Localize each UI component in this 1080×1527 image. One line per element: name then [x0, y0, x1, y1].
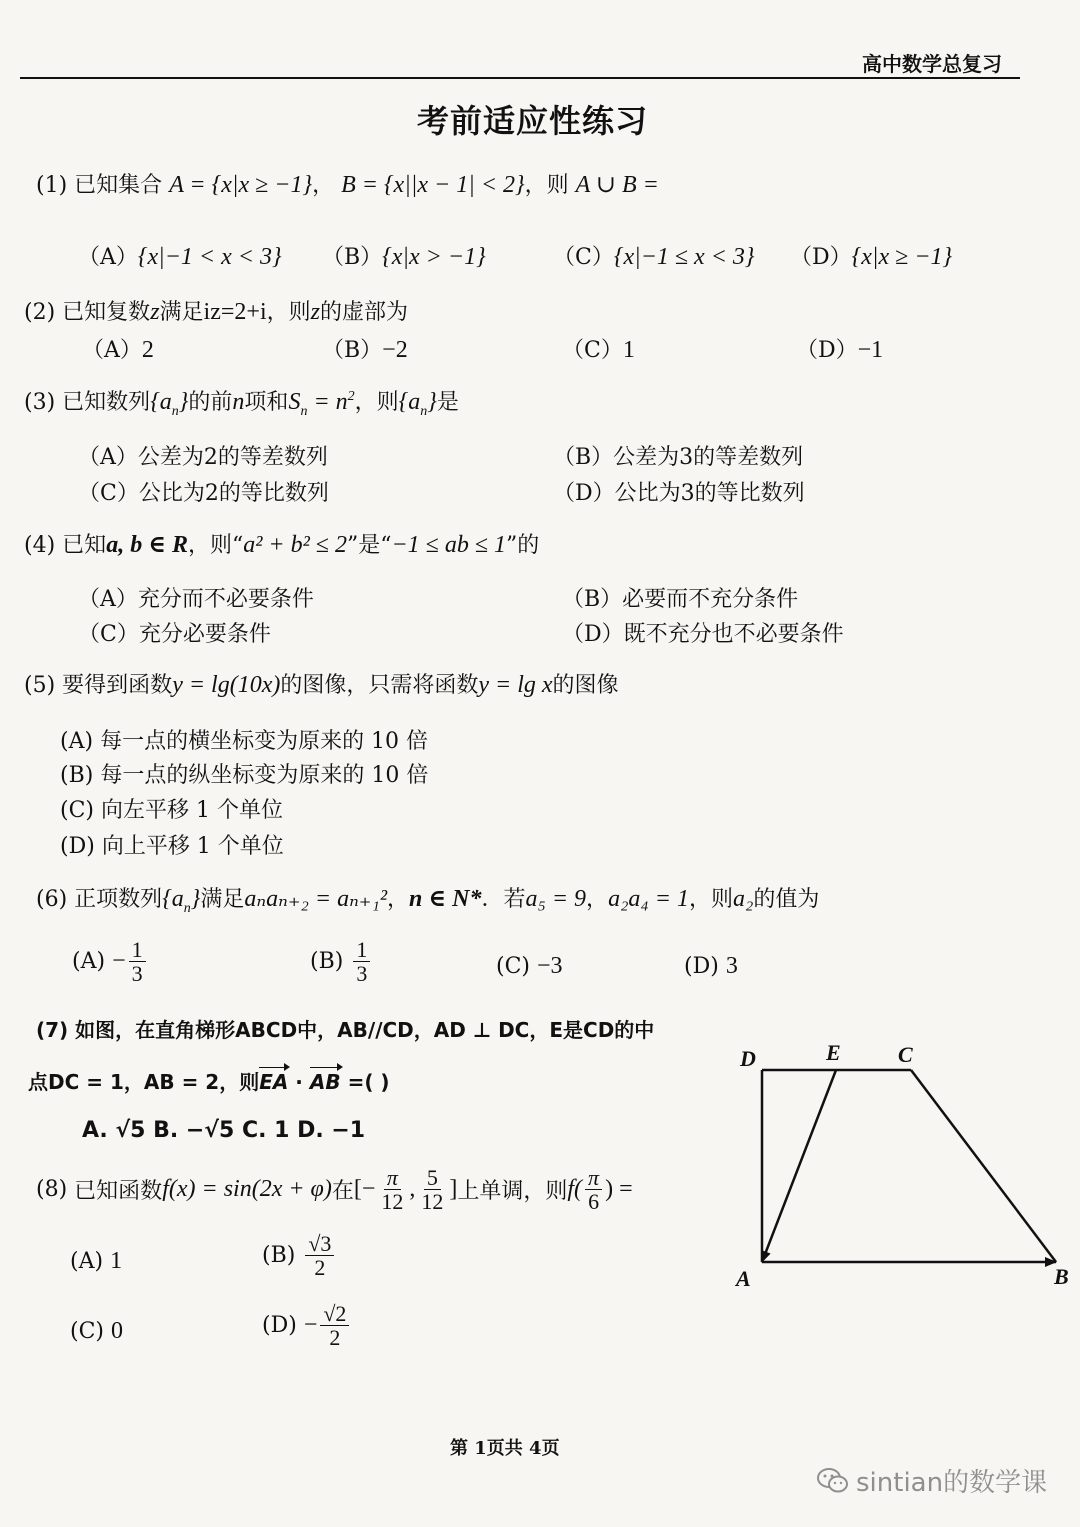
label-d: D	[740, 1046, 756, 1071]
q6-option-b: (B) $\frac{1}{3}$	[310, 938, 373, 985]
q3-option-a: （A）公差为2的等差数列	[78, 445, 328, 470]
question-2: (2) 已知复数z满足iz=2+i，则z的虚部为	[24, 299, 408, 325]
question-6: (6) 正项数列$\{a_n\}$满足aₙaₙ₊₂ = aₙ₊₁²，n ∈ N*．若a₅ = 9，a₂a₄ = 1，则a₂的值为	[36, 886, 820, 916]
page-number: 第 1页共 4页	[450, 1438, 560, 1459]
question-3: (3) 已知数列$\{a_n\}$的前n项和$S_n = n^2$，则$\{a_n\}$是	[24, 389, 459, 419]
q2-option-c: （C）1	[562, 337, 635, 363]
trapezoid-figure	[720, 1030, 1080, 1300]
q1-option-b: （B）{x|x > −1}	[322, 244, 486, 270]
question-5: (5) 要得到函数y = lg(10x)的图像，只需将函数y = lg x的图像	[24, 672, 619, 698]
watermark-text: sintian的数学课	[856, 1468, 1048, 1498]
q3-option-b: （B）公差为3的等差数列	[553, 445, 804, 470]
header-right-title: 高中数学总复习	[862, 52, 1002, 76]
question-1: (1) 已知集合 A = {x|x ≥ −1}， B = {x||x − 1| < 2}，则 A ∪ B =	[36, 172, 659, 198]
header-rule	[20, 77, 1020, 79]
q5-option-a: (A) 每一点的横坐标变为原来的 10 倍	[60, 729, 429, 754]
q3-option-c: （C）公比为2的等比数列	[78, 481, 329, 506]
q3-option-d: （D）公比为3的等比数列	[553, 481, 805, 506]
label-b: B	[1054, 1264, 1069, 1289]
label-a: A	[736, 1266, 751, 1291]
q1-option-d: （D）{x|x ≥ −1}	[790, 244, 953, 270]
q8-option-a: (A) 1	[70, 1248, 123, 1274]
q5-option-d: (D) 向上平移 1 个单位	[60, 834, 284, 859]
q6-option-d: (D) 3	[684, 953, 738, 979]
q8-option-c: (C) 0	[70, 1318, 123, 1344]
question-4: (4) 已知a, b ∈ R，则“a² + b² ≤ 2”是“−1 ≤ ab ≤ 1”的	[24, 532, 540, 558]
q1-option-c: （C）{x|−1 ≤ x < 3}	[553, 244, 755, 270]
watermark	[816, 1462, 1047, 1499]
q4-option-d: （D）既不充分也不必要条件	[562, 622, 844, 647]
label-c: C	[898, 1042, 913, 1067]
question-8: (8) 已知函数 f(x) = sin(2x + φ) 在 [− $\frac{\pi}{12}$ , $\frac{5}{12}$ ] 上单调，则 f( $\frac{\pi}{6}$ ) =	[36, 1165, 633, 1215]
q5-option-b: (B) 每一点的纵坐标变为原来的 10 倍	[60, 763, 429, 788]
page-title: 考前适应性练习	[417, 102, 649, 140]
q1-option-a: （A）{x|−1 < x < 3}	[78, 244, 282, 270]
q2-option-b: （B）−2	[322, 337, 408, 363]
q8-option-b: (B) $\frac{√3}{2}$	[262, 1232, 337, 1279]
vector-ea	[762, 1070, 836, 1262]
q6-option-c: (C) −3	[496, 953, 563, 979]
label-e: E	[826, 1040, 841, 1065]
q6-option-a: (A) − $\frac{1}{3}$	[72, 938, 149, 985]
q2-option-d: （D）−1	[796, 337, 884, 363]
q7-options: A. √5 B. −√5 C. 1 D. −1	[82, 1118, 366, 1143]
q4-option-b: （B）必要而不充分条件	[562, 587, 799, 612]
question-7-line-2: 点DC = 1，AB = 2，则EA · AB =( )	[28, 1070, 390, 1094]
q4-option-c: （C）充分必要条件	[78, 622, 271, 647]
question-7-line-1: (7) 如图，在直角梯形ABCD中，AB//CD，AD ⊥ DC，E是CD的中	[36, 1018, 655, 1042]
q4-option-a: （A）充分而不必要条件	[78, 587, 314, 612]
wechat-icon	[816, 1466, 850, 1496]
q5-option-c: (C) 向左平移 1 个单位	[60, 798, 283, 823]
segment-cb	[911, 1070, 1056, 1262]
q8-option-d: (D) − $\frac{√2}{2}$	[262, 1302, 352, 1349]
q2-option-a: （A）2	[82, 337, 154, 363]
